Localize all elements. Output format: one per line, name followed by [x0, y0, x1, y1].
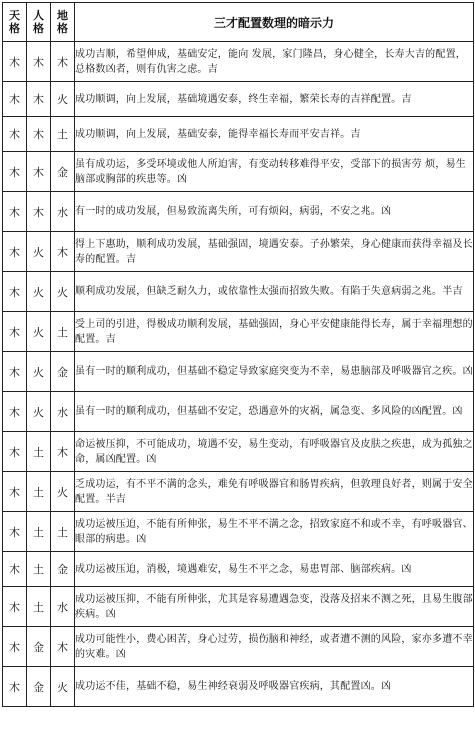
- table-row: [3, 587, 474, 627]
- description-cell: [75, 627, 474, 667]
- description-text: 成功运被压抑，不能有所伸张，尤其是容易遭遇急变，没落及招来不测之死，且易生腹部疾病。凶: [75, 593, 473, 620]
- description-text: 成功运被压迫，消极，境遇难安，易生不平之念，易患胃部、脑部疾病。凶: [75, 563, 412, 575]
- description-text: 顺利成功发展，但缺乏耐久力，或依靠性太强而招致失败。有陷于失意病弱之兆。半吉: [75, 286, 463, 297]
- tian-element-cell: 木: [3, 587, 27, 627]
- header-ren-cell: [27, 3, 51, 42]
- tian-element-cell: 木: [3, 152, 27, 192]
- ren-element-cell: 火: [27, 232, 51, 272]
- table-row: [3, 472, 474, 512]
- description-text: 成功吉顺，希望伸成，基础安定，能向 发展，家门隆昌，身心健全，长寿大吉的配置，总格数凶者，则有仇害之虑。吉: [75, 48, 466, 75]
- description-cell: [75, 352, 474, 392]
- description-text: 得上下惠助，顺利成功发展，基础强固，境遇安泰。子孙繁荣，身心健康而获得幸福及长寿的配置。吉: [75, 238, 473, 265]
- description-cell: [75, 312, 474, 352]
- di-element-cell: 金: [51, 152, 75, 192]
- di-element-cell: 木: [51, 42, 75, 82]
- description-cell: [75, 42, 474, 82]
- di-element-cell: 土: [51, 312, 75, 352]
- description-cell: [75, 272, 474, 312]
- ren-element-cell: 土: [27, 552, 51, 587]
- ren-element-cell: 木: [27, 192, 51, 232]
- di-element-cell: 金: [51, 552, 75, 587]
- description-cell: [75, 472, 474, 512]
- tian-element-cell: 木: [3, 82, 27, 117]
- table-row: [3, 512, 474, 552]
- di-element-cell: 土: [51, 117, 75, 152]
- description-cell: [75, 117, 474, 152]
- di-element-cell: 水: [51, 392, 75, 432]
- di-element-cell: 火: [51, 82, 75, 117]
- description-cell: [75, 667, 474, 707]
- ren-element-cell: 火: [27, 312, 51, 352]
- tian-element-cell: 木: [3, 232, 27, 272]
- di-element-cell: 火: [51, 472, 75, 512]
- di-element-cell: 火: [51, 667, 75, 707]
- description-cell: [75, 587, 474, 627]
- header-ren: 人格: [33, 9, 44, 35]
- description-text: 成功运不佳，基础不稳，易生神经衰弱及呼吸器官疾病，其配置凶。凶: [75, 681, 392, 692]
- di-element-cell: 金: [51, 352, 75, 392]
- table-row: [3, 432, 474, 472]
- description-text: 虽有成功运，多受环境或他人所迫害，有变动转移难得平安，受部下的损害劳 烦，易生脑部或胸部的疾患等。凶: [75, 158, 466, 185]
- description-cell: [75, 192, 474, 232]
- table-row: [3, 312, 474, 352]
- ren-element-cell: 木: [27, 82, 51, 117]
- tian-element-cell: 木: [3, 627, 27, 667]
- ren-element-cell: 金: [27, 627, 51, 667]
- ren-element-cell: 木: [27, 152, 51, 192]
- tian-element-cell: 木: [3, 117, 27, 152]
- table-row: [3, 667, 474, 707]
- table-row: [3, 352, 474, 392]
- table-row: [3, 272, 474, 312]
- di-element-cell: 火: [51, 272, 75, 312]
- tian-element-cell: 木: [3, 42, 27, 82]
- description-text: 乏成功运，有不平不满的念头，难免有呼吸器官和肠胃疾病，但敦理良好者，则属于安全配置。半吉: [75, 478, 473, 505]
- tian-element-cell: 木: [3, 272, 27, 312]
- tian-element-cell: 木: [3, 432, 27, 472]
- table-row: [3, 232, 474, 272]
- tian-element-cell: 木: [3, 472, 27, 512]
- description-text: 成功顺调，向上发展，基础安泰，能得幸福长寿而平安吉祥。吉: [75, 128, 361, 140]
- ren-element-cell: 金: [27, 667, 51, 707]
- description-cell: [75, 152, 474, 192]
- tian-element-cell: 木: [3, 312, 27, 352]
- di-element-cell: 木: [51, 627, 75, 667]
- tian-element-cell: 木: [3, 352, 27, 392]
- header-title-cell: [75, 3, 474, 42]
- description-text: 成功可能性小，费心困苦，身心过劳，损伤脑和神经，或者遭不测的风险，家亦多遭不幸的灾难。凶: [75, 633, 473, 660]
- description-cell: [75, 82, 474, 117]
- description-cell: [75, 232, 474, 272]
- table-row: [3, 627, 474, 667]
- ren-element-cell: 土: [27, 587, 51, 627]
- ren-element-cell: 火: [27, 392, 51, 432]
- di-element-cell: 木: [51, 232, 75, 272]
- table-row: [3, 152, 474, 192]
- ren-element-cell: 土: [27, 512, 51, 552]
- table-header-row: [3, 3, 474, 42]
- ren-element-cell: 火: [27, 352, 51, 392]
- description-text: 命运被压抑，不可能成功，境遇不安，易生变动，有呼吸器官及皮肤之疾患，成为孤独之命，属凶配置。凶: [75, 438, 473, 465]
- sancai-table: [2, 2, 474, 707]
- table-body: [3, 42, 474, 707]
- ren-element-cell: 土: [27, 472, 51, 512]
- description-text: 成功运被压迫，不能有所伸张，易生不平不满之念，招致家庭不和或不幸，有呼吸器官、眼部的病患。凶: [75, 518, 473, 545]
- description-text: 有一时的成功发展，但易致流离失所，可有烦闷，病弱，不安之兆。凶: [75, 206, 392, 217]
- tian-element-cell: 木: [3, 392, 27, 432]
- description-text: 成功顺调，向上发展，基础境遇安泰，终生幸福，繁荣长寿的吉祥配置。吉: [75, 93, 412, 105]
- ren-element-cell: 木: [27, 42, 51, 82]
- tian-element-cell: 木: [3, 192, 27, 232]
- table-row: [3, 392, 474, 432]
- header-tian-cell: [3, 3, 27, 42]
- description-text: 虽有一时的顺利成功，但基础不稳定导致家庭突变为不幸，易患脑部及呼吸器官之疾。凶: [75, 366, 473, 377]
- header-di-cell: [51, 3, 75, 42]
- description-cell: [75, 512, 474, 552]
- ren-element-cell: 土: [27, 432, 51, 472]
- table-row: [3, 117, 474, 152]
- header-di: 地格: [57, 9, 68, 35]
- tian-element-cell: 木: [3, 512, 27, 552]
- description-cell: [75, 432, 474, 472]
- di-element-cell: 土: [51, 512, 75, 552]
- di-element-cell: 木: [51, 432, 75, 472]
- table-title: 三才配置数理的暗示力: [213, 15, 334, 30]
- tian-element-cell: 木: [3, 552, 27, 587]
- header-tian: 天格: [9, 9, 20, 35]
- description-text: 受上司的引进，得极成功顺利发展，基础强固，身心平安健康能得长寿，属于幸福理想的配置。吉: [75, 318, 473, 345]
- description-cell: [75, 392, 474, 432]
- di-element-cell: 水: [51, 192, 75, 232]
- table-row: [3, 82, 474, 117]
- table-row: [3, 42, 474, 82]
- tian-element-cell: 木: [3, 667, 27, 707]
- di-element-cell: 水: [51, 587, 75, 627]
- ren-element-cell: 火: [27, 272, 51, 312]
- description-cell: [75, 552, 474, 587]
- table-row: [3, 192, 474, 232]
- table-row: [3, 552, 474, 587]
- ren-element-cell: 木: [27, 117, 51, 152]
- description-text: 虽有一时的顺利成功，但基础不安定，恐遇意外的灾祸，属急变、多风险的凶配置。凶: [75, 406, 463, 417]
